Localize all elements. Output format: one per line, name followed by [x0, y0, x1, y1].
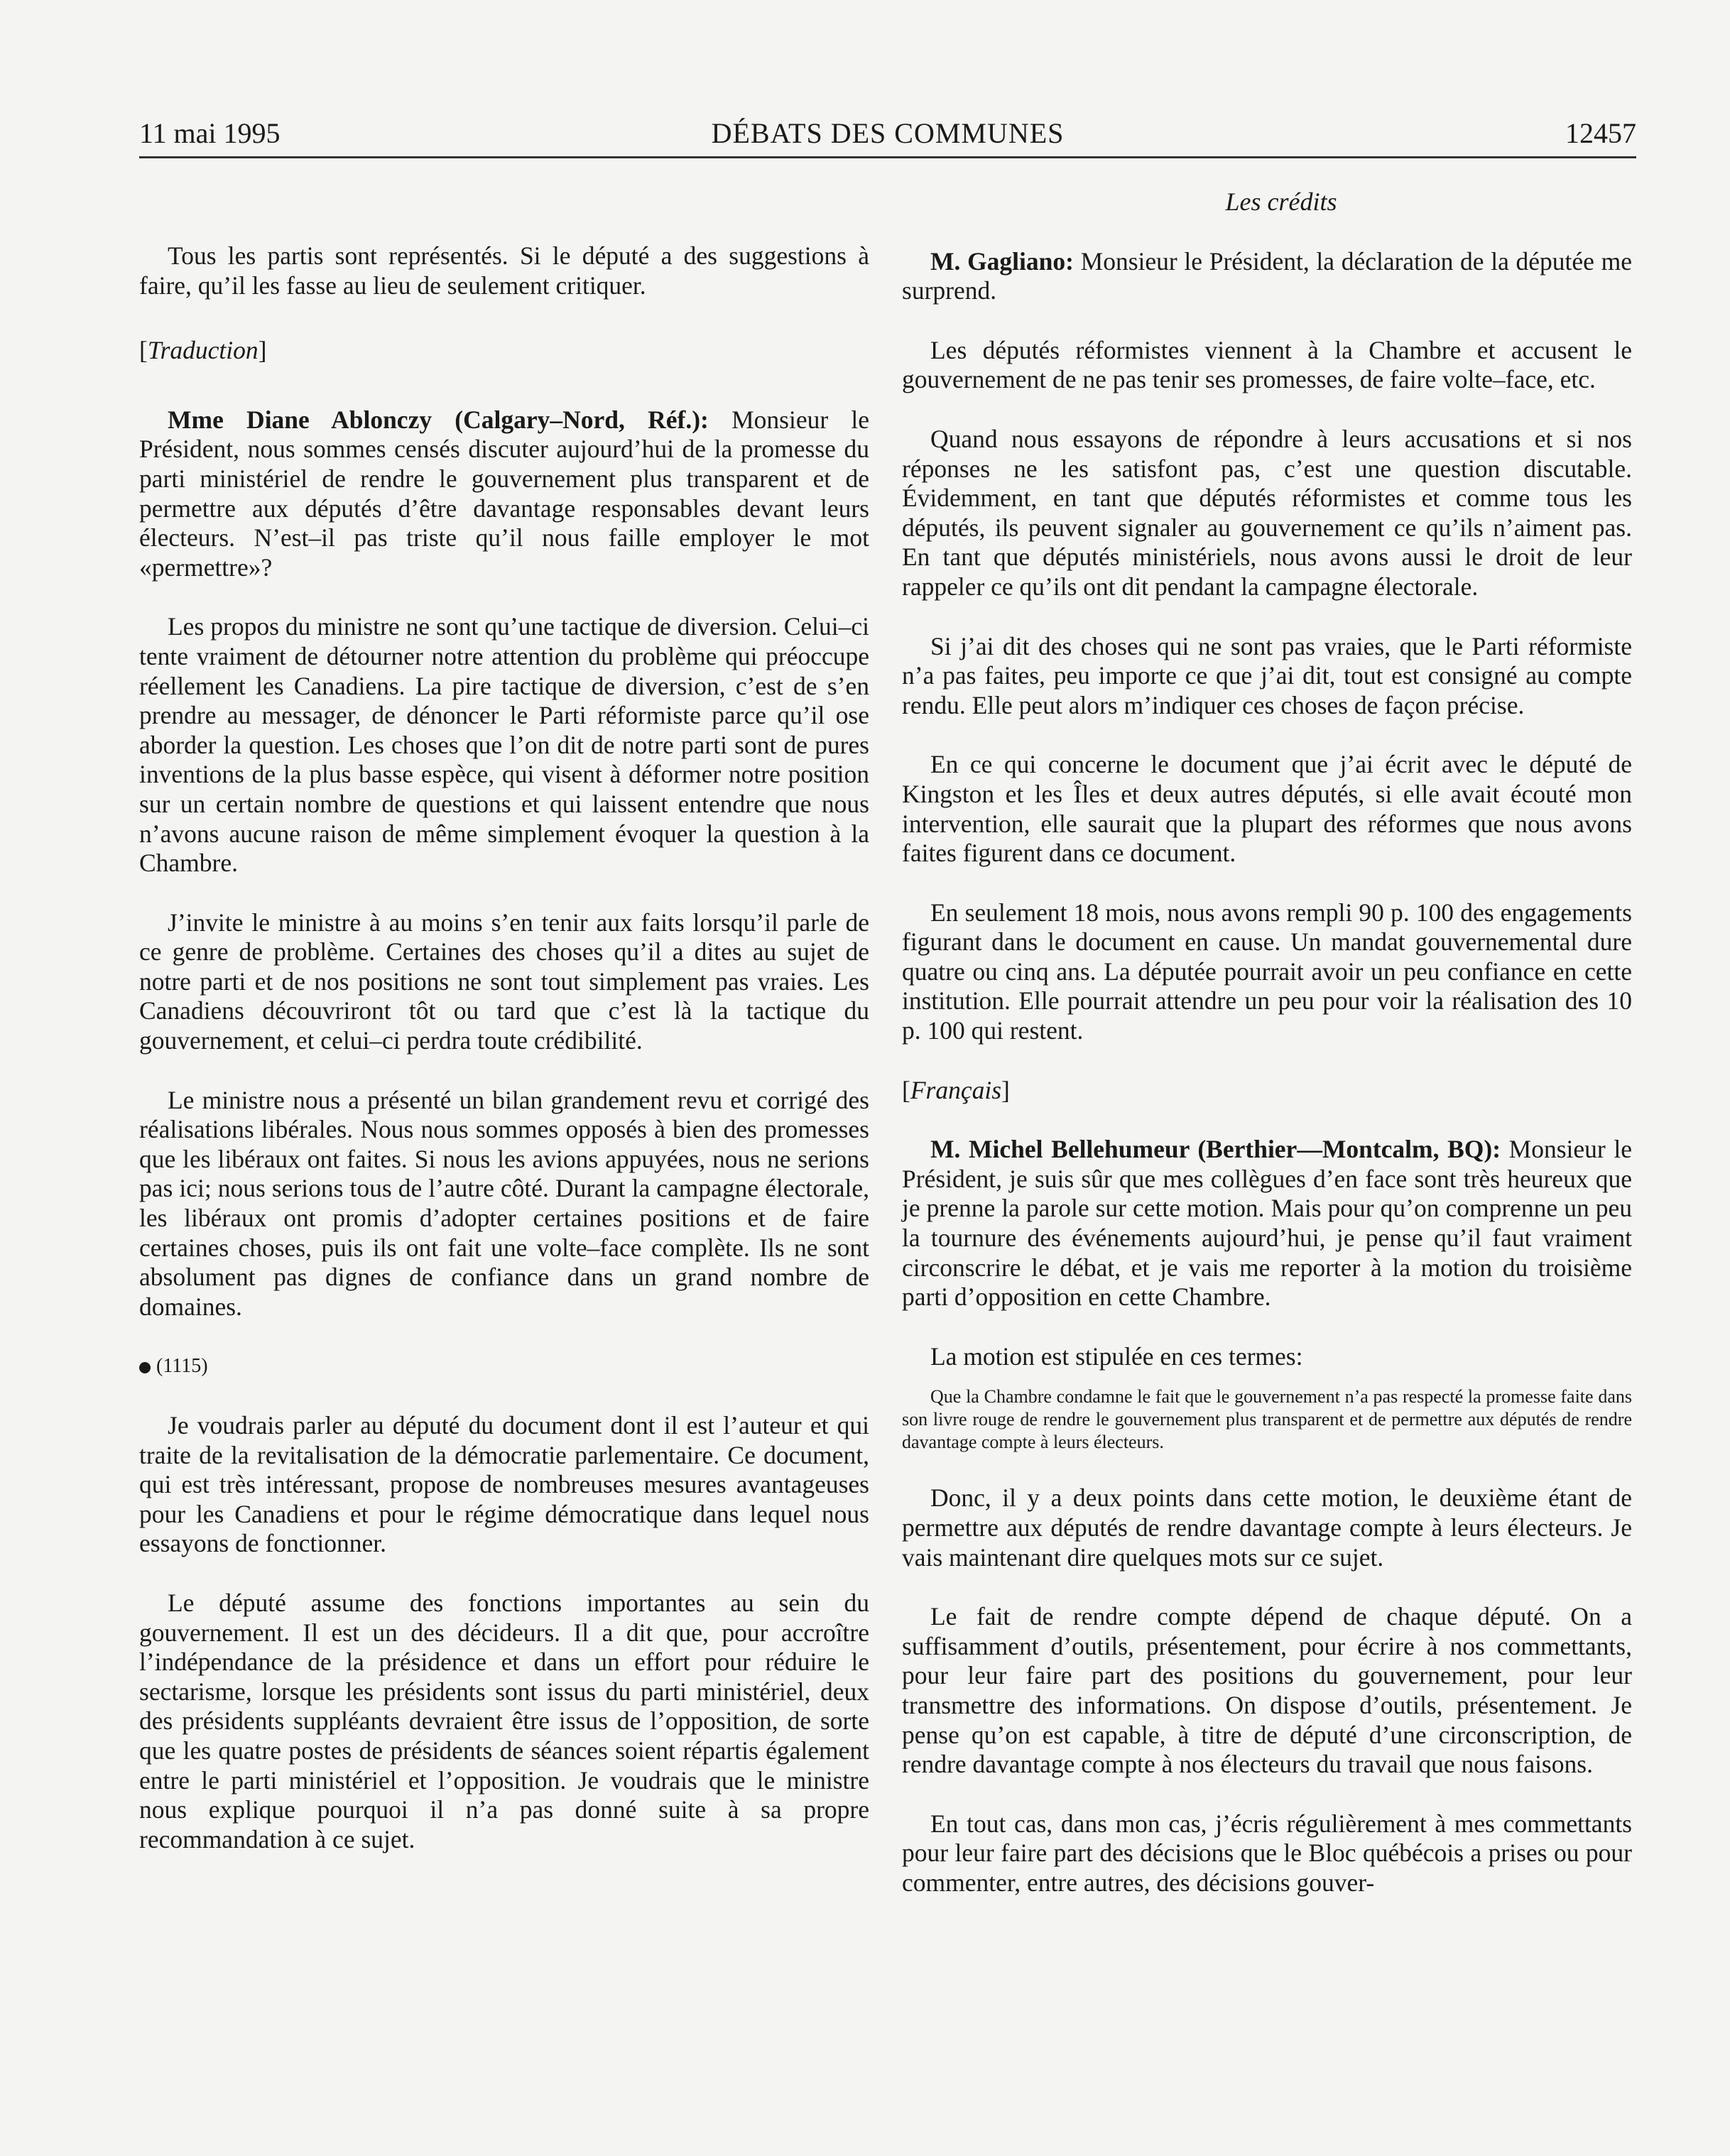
header-date: 11 mai 1995: [139, 117, 281, 149]
left-column: [139, 241, 869, 1884]
speech-gagliano: [902, 247, 1632, 306]
speech-bellehumeur: [902, 1135, 1632, 1312]
language-marker-traduction: [Traduction]: [139, 336, 267, 365]
header-title: DÉBATS DES COMMUNES: [711, 117, 1065, 149]
paragraph: Quand nous essayons de répondre à leurs accusations et si nos réponses ne les satisfont pas, c’est une question discutable. Évidemment, en tant que députés réformistes et comme tous les députés, ils peuvent signaler au gouvernement ce qu’ils n’aiment pas. En tant que députés ministériels, nous avons aussi le droit de leur rappeler ce qu’ils ont dit pendant la campagne électorale.: [902, 424, 1632, 601]
language-marker-francais: [Français]: [902, 1075, 1010, 1104]
motion-quote: Que la Chambre condamne le fait que le gouvernement n’a pas respecté la promesse faite dans son livre rouge de rendre le gouvernement plus transparent et de permettre aux députés de rendre davantage compte à leurs électeurs.: [902, 1386, 1632, 1453]
paragraph: Donc, il y a deux points dans cette motion, le deuxième étant de permettre aux députés de rendre davantage compte à leurs électeurs. Je vais maintenant dire quelques mots sur ce sujet.: [902, 1483, 1632, 1572]
right-column: [902, 187, 1632, 1928]
speaker-name: M. Gagliano:: [930, 246, 1074, 276]
time-mark-text: (1115): [156, 1355, 208, 1378]
header-page-number: 12457: [1565, 117, 1636, 149]
paragraph: Le député assume des fonctions importantes au sein du gouvernement. Il est un des décideurs. Il a dit que, pour accroître l’indépendance de la présidence et dans un effort pour réduire le sectarisme, lorsque les présidents sont issus du parti ministériel, deux des présidents suppléants devraient être issus de l’opposition, de sorte que les quatre postes de présidents de séances soient répartis également entre le parti ministériel et l’opposition. Je voudrais que le ministre nous explique pourquoi il n’a pas donné suite à sa propre recommandation à ce sujet.: [139, 1588, 869, 1853]
paragraph: Tous les partis sont représentés. Si le député a des suggestions à faire, qu’il les fasse au lieu de seulement critiquer.: [139, 241, 869, 300]
speech-text: Monsieur le Président, nous sommes censés discuter aujourd’hui de la promesse du parti ministériel de rendre le gouvernement plus transparent et de permettre aux députés d’être davantage responsables devant leurs électeurs. N’est–il pas triste qu’il nous faille employer le mot «permettre»?: [139, 405, 869, 582]
speech-text: Monsieur le Président, je suis sûr que mes collègues d’en face sont très heureux que je prenne la parole sur cette motion. Mais pour qu’on comprenne un peu la tournure des événements aujourd’hui, je pense qu’il faut vraiment circonscrire le débat, et je vais me reporter à la motion du troisième parti d’opposition en cette Chambre.: [902, 1135, 1632, 1312]
language-marker-word: Français: [910, 1075, 1002, 1104]
bullet-icon: [139, 1362, 151, 1373]
section-rubric: Les crédits: [1225, 187, 1337, 216]
paragraph: Le ministre nous a présenté un bilan grandement revu et corrigé des réalisations libérales. Nous nous sommes opposés à bien des promesses que les libéraux ont faites. Si nous les avions appuyées, nous ne serions pas ici; nous serions tous de l’autre côté. Durant la campagne électorale, les libéraux ont promis d’adopter certaines positions et de faire certaines choses, puis ils ont fait une volte–face complète. Ils ne sont absolument pas dignes de confiance dans un grand nombre de domaines.: [139, 1085, 869, 1321]
time-mark: [139, 1351, 869, 1381]
paragraph: J’invite le ministre à au moins s’en tenir aux faits lorsqu’il parle de ce genre de problème. Certaines des choses qu’il a dites au sujet de notre parti et de nos positions ne sont tout simplement pas vraies. Les Canadiens découvriront tôt ou tard que c’est là la tactique du gouvernement, et celui–ci perdra toute crédibilité.: [139, 908, 869, 1055]
paragraph: Je voudrais parler au député du document dont il est l’auteur et qui traite de la revitalisation de la démocratie parlementaire. Ce document, qui est très intéressant, propose de nombreuses mesures avantageuses pour les Canadiens et pour le régime démocratique dans lequel nous essayons de fonctionner.: [139, 1411, 869, 1558]
paragraph: En seulement 18 mois, nous avons rempli 90 p. 100 des engagements figurant dans le document en cause. Un mandat gouvernemental dure quatre ou cinq ans. La députée pourrait avoir un peu confiance en cette institution. Elle pourrait attendre un peu pour voir la réalisation des 10 p. 100 qui restent.: [902, 898, 1632, 1045]
page-header: [139, 114, 1636, 158]
speaker-name: Mme Diane Ablonczy (Calgary–Nord, Réf.):: [168, 405, 709, 434]
paragraph: En ce qui concerne le document que j’ai écrit avec le député de Kingston et les Îles et deux autres députés, si elle avait écouté mon intervention, elle saurait que la plupart des réformes que nous avons faites figurent dans ce document.: [902, 750, 1632, 868]
speaker-name: M. Michel Bellehumeur (Berthier—Montcalm, BQ):: [930, 1135, 1501, 1164]
paragraph: La motion est stipulée en ces termes:: [930, 1341, 1303, 1371]
language-marker-word: Traduction: [147, 336, 259, 365]
speech-text: Monsieur le Président, la déclaration de la députée me surprend.: [902, 246, 1632, 305]
paragraph: Le fait de rendre compte dépend de chaque député. On a suffisamment d’outils, présentement, pour écrire à nos commettants, pour leur faire part des positions du gouvernement, pour leur transmettre des informations. On dispose d’outils, présentement. Je pense qu’on est capable, à titre de député d’une circonscription, de rendre davantage compte à nos électeurs du travail que nous faisons.: [902, 1602, 1632, 1779]
paragraph: Les députés réformistes viennent à la Chambre et accusent le gouvernement de ne pas tenir ses promesses, de faire volte–face, etc.: [902, 335, 1632, 394]
paragraph: En tout cas, dans mon cas, j’écris régulièrement à mes commettants pour leur faire part des décisions que le Bloc québécois a prises ou pour commenter, entre autres, des décisions gouver-: [902, 1809, 1632, 1897]
paragraph: Si j’ai dit des choses qui ne sont pas vraies, que le Parti réformiste n’a pas faites, peu importe ce que j’ai dit, tout est consigné au compte rendu. Elle peut alors m’indiquer ces choses de façon précise.: [902, 631, 1632, 719]
paragraph: Les propos du ministre ne sont qu’une tactique de diversion. Celui–ci tente vraiment de détourner notre attention du problème qui préoccupe réellement les Canadiens. La pire tactique de diversion, c’est de s’en prendre au messager, de dénoncer le Parti réformiste parce qu’il ose aborder la question. Les choses que l’on dit de notre parti sont de pures inventions de la plus basse espèce, qui visent à déformer notre position sur un certain nombre de questions et qui laissent entendre que nous n’avons aucune raison de même simplement évoquer la question à la Chambre.: [139, 612, 869, 878]
speech-ablonczy: [139, 405, 869, 583]
